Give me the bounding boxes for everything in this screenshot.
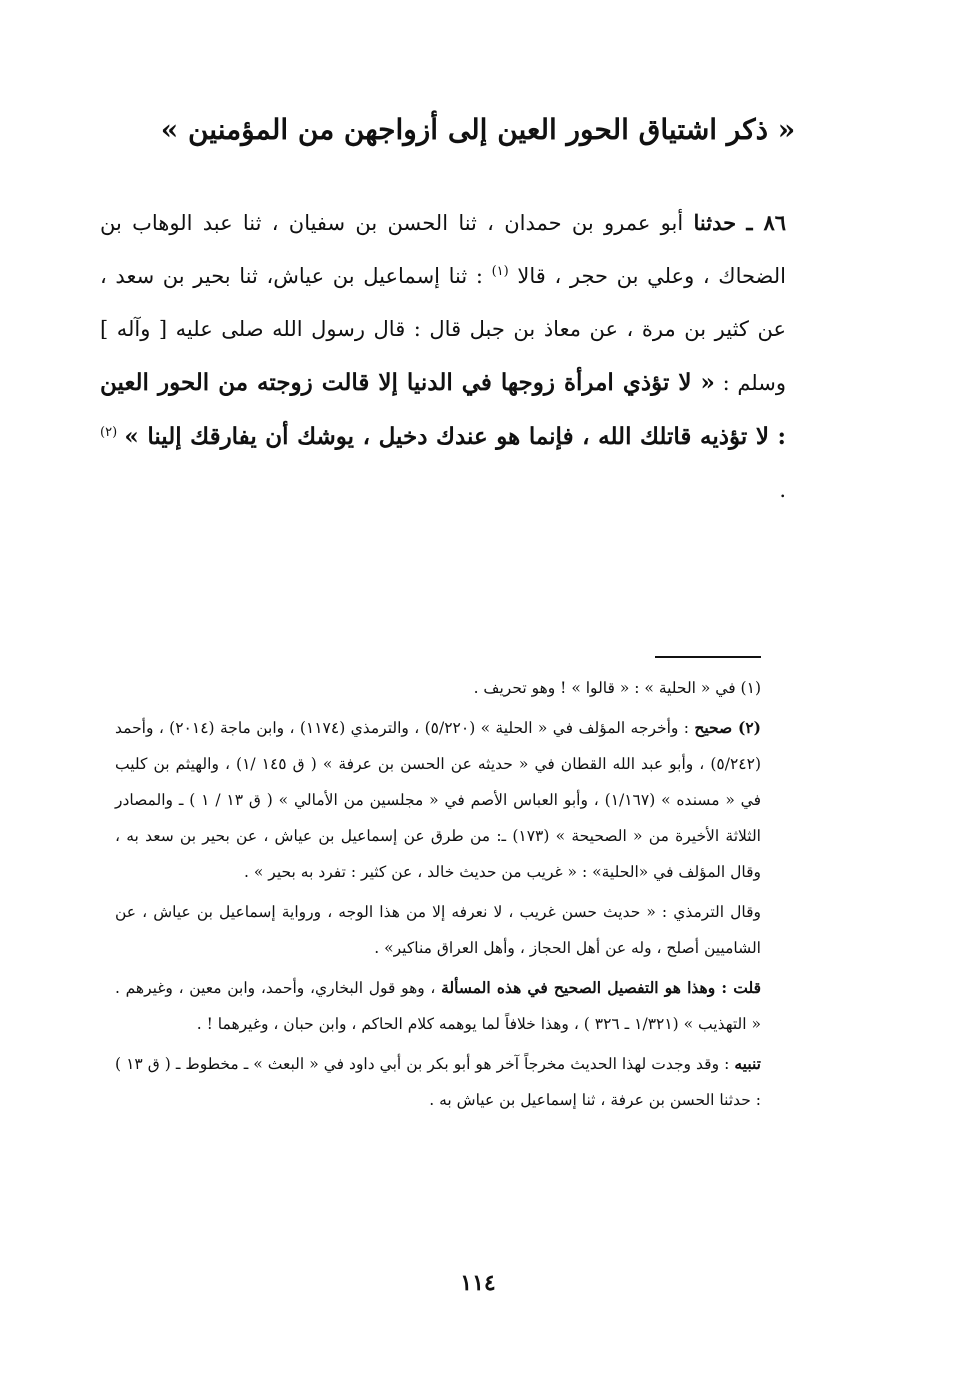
isnad-part-2: : ثنا إسماعيل بن عياش، ثنا بحير بن سعد ، عن كثير بن مرة ، عن معاذ بن جبل قال : قال رسول الله صلى عليه [ وآله ] وسلم : (100, 264, 786, 395)
hadith-number: ٨٦ ـ (746, 210, 786, 235)
section-title: « ذكر اشتياق الحور العين إلى أزواجهن من المؤمنين » (160, 113, 796, 146)
isnad-part-1: أبو عمرو بن حمدان ، ثنا الحسن بن سفيان ، ثنا عبد الوهاب بن الضحاك ، وعلي بن حجر ، قالا (100, 211, 787, 288)
footnote-2-tirmidhi: وقال الترمذي : « حديث حسن غريب ، لا نعرفه إلا من هذا الوجه ، ورواية إسماعيل بن عياش ، عن الشاميين أصلح ، وله عن أهل الحجاز ، وأهل العراق مناكير» . (115, 903, 761, 957)
footnote-2-label: (٢) صحيح (694, 718, 761, 737)
footnote-2-comment (115, 970, 761, 1042)
footnote-note-text: : وقد وجدت لهذا الحديث مخرجاً آخر هو أبو بكر بن أبي داود في « البعث » ـ مخطوط ـ ( ق ١٣ ) : حدثنا الحسن بن عرفة ، ثنا إسماعيل بن عياش به . (115, 1055, 761, 1109)
footnote-2-text: : وأخرجه المؤلف في « الحلية » (٥/٢٢٠) ، والترمذي (١١٧٤) ، وابن ماجة (٢٠١٤) ، وأحمد (٥/٢٤٢) ، وأبو عبد الله القطان في « حديثه عن الحسن بن عرفة » ( ق ١٤٥ /١) ، والهيثم بن كليب في « مسنده » (١/١٦٧) ، وأبو العباس الأصم في « مجلسين من الأمالي » ( ق ١٣ / ١ ) ـ والمصادر الثلاثة الأخيرة من « الصحيحة » (١٧٣) ـ: من طرق عن إسماعيل بن عياش ، عن بحير بن سعد به ، وقال المؤلف في «الحلية» : « غريب من حديث خالد ، عن كثير : تفرد به بحير » . (115, 719, 762, 881)
footnote-comment-text: ، وهو قول البخاري، وأحمد، وابن معين ، وغيرهم . « التهذيب » (١/٣٢١ ـ ٣٢٦ ) ، وهذا خلافاً لما يوهمه كلام الحاكم ، وابن حبان ، وغيرهما ! . (115, 979, 761, 1033)
footnote-ref-1[interactable]: (١) (491, 264, 509, 279)
footnote-2 (115, 710, 761, 890)
hadith-text (100, 196, 786, 517)
page-number: ١١٤ (460, 1270, 496, 1296)
footnote-1: (١) في « الحلية » : « قالوا » ! وهو تحريف . (473, 679, 761, 697)
hadith-matn: « لا تؤذي امرأة زوجها في الدنيا إلا قالت زوجته من الحور العين : لا تؤذيه قاتلك الله ، فإنما هو عندك دخيل ، يوشك أن يفارقك إلينا » (100, 369, 786, 450)
footnote-2-note (115, 1046, 761, 1118)
footnote-note-label: تنبيه (734, 1054, 761, 1073)
footnotes (115, 670, 761, 1122)
narration-intro: حدثنا (693, 210, 737, 235)
footnote-ref-2[interactable]: (٢) (100, 425, 118, 440)
footnote-comment-label: قلت : وهذا هو التفصيل الصحيح في هذه المسألة (441, 978, 761, 997)
hadith-end: . (779, 478, 786, 502)
footnote-separator (655, 656, 761, 658)
